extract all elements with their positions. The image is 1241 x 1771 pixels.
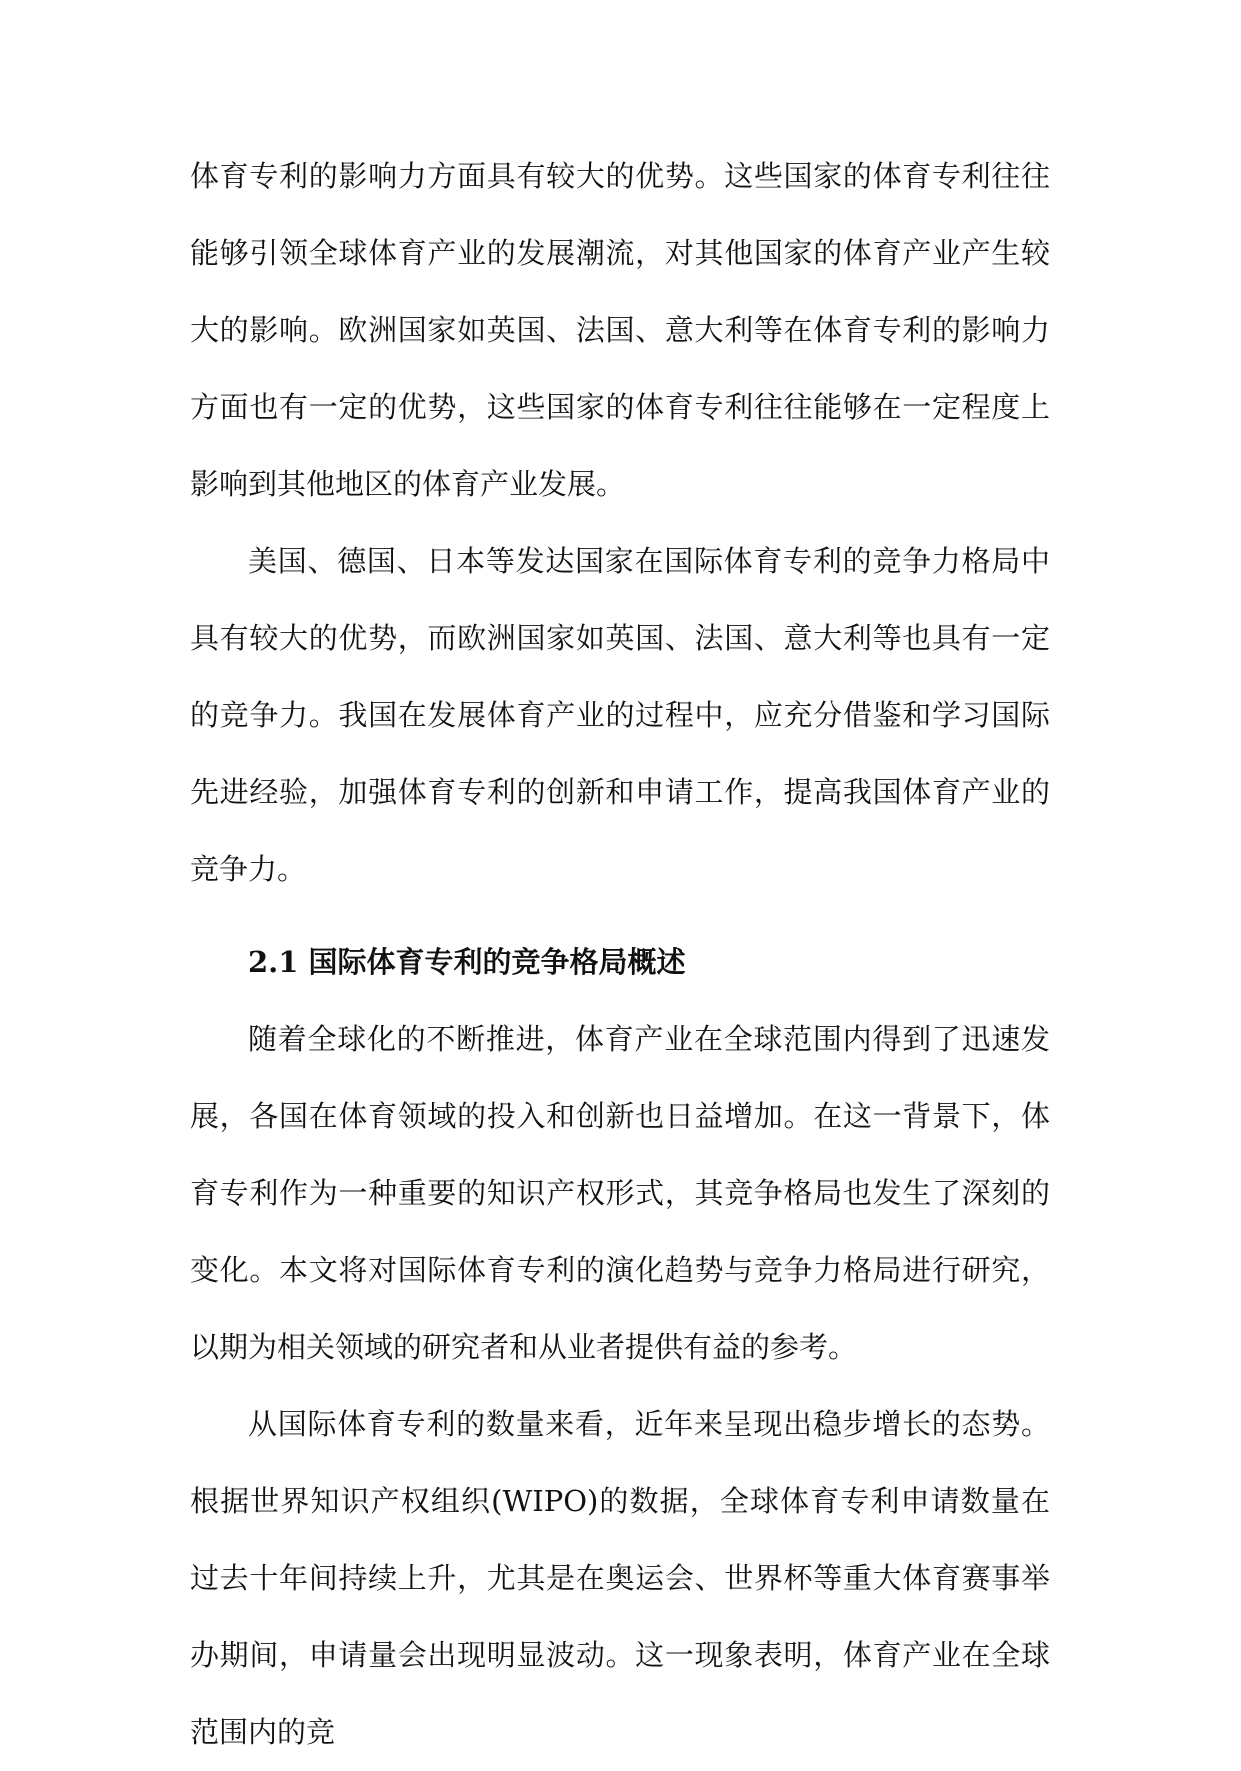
paragraph-continuation: 体育专利的影响力方面具有较大的优势。这些国家的体育专利往往能够引领全球体育产业的发展潮流，对其他国家的体育产业产生较大的影响。欧洲国家如英国、法国、意大利等在体育专利的影响力方面也有一定的优势，这些国家的体育专利往往能够在一定程度上影响到其他地区的体育产业发展。 [190, 159, 1050, 501]
paragraph-summary: 美国、德国、日本等发达国家在国际体育专利的竞争力格局中具有较大的优势，而欧洲国家如英国、法国、意大利等也具有一定的竞争力。我国在发展体育产业的过程中，应充分借鉴和学习国际先进经验，加强体育专利的创新和申请工作，提高我国体育产业的竞争力。 [190, 544, 1050, 886]
document-page [190, 138, 1050, 1771]
section-heading: 2.1 国际体育专利的竞争格局概述 [248, 945, 686, 979]
paragraph-intro: 随着全球化的不断推进，体育产业在全球范围内得到了迅速发展，各国在体育领域的投入和创新也日益增加。在这一背景下，体育专利作为一种重要的知识产权形式，其竞争格局也发生了深刻的变化。本文将对国际体育专利的演化趋势与竞争力格局进行研究，以期为相关领域的研究者和从业者提供有益的参考。 [190, 1022, 1050, 1364]
paragraph-patent-count: 从国际体育专利的数量来看，近年来呈现出稳步增长的态势。根据世界知识产权组织(WIPO)的数据，全球体育专利申请数量在过去十年间持续上升，尤其是在奥运会、世界杯等重大体育赛事举办期间，申请量会出现明显波动。这一现象表明，体育产业在全球范围内的竞 [190, 1407, 1050, 1749]
